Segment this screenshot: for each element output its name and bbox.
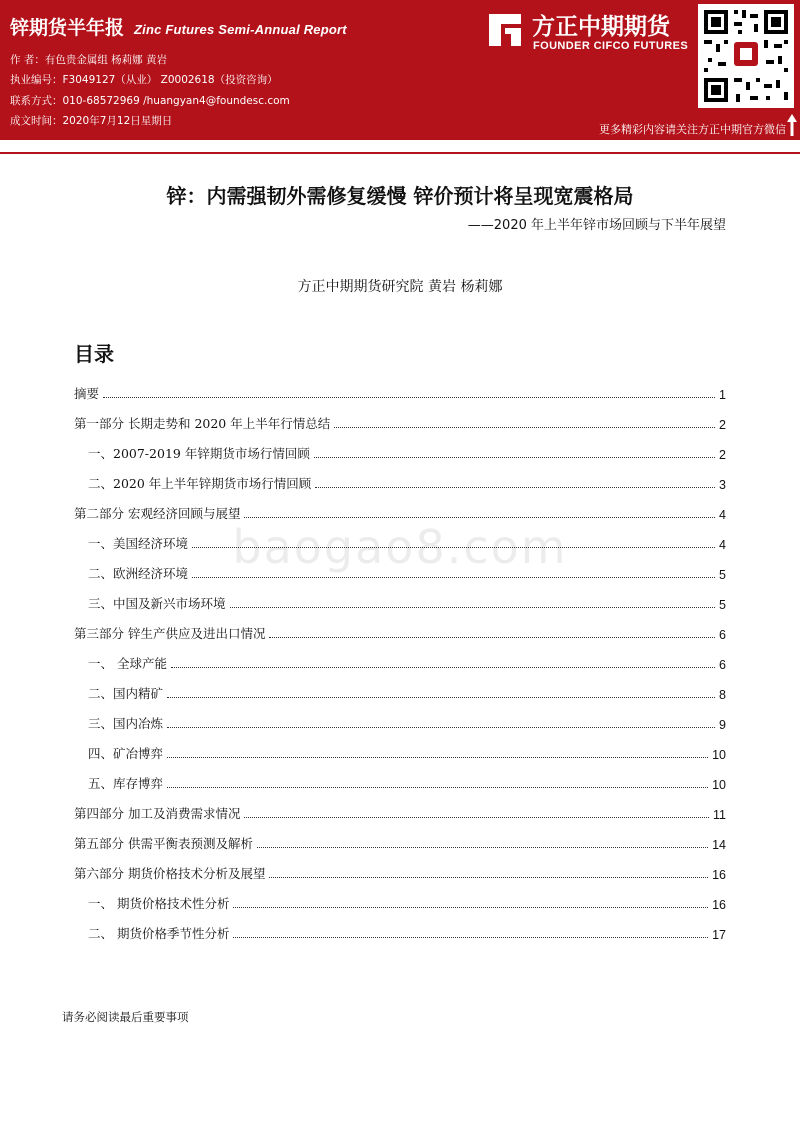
toc-entry-part6-1[interactable]: [74, 882, 726, 912]
toc-entry-page: 3: [719, 478, 726, 492]
toc-entry-page: 4: [719, 508, 726, 522]
toc-entry-page: 1: [719, 388, 726, 402]
toc-leader-dots: [257, 847, 708, 848]
toc-leader-dots: [192, 577, 715, 578]
toc-leader-dots: [230, 607, 716, 608]
toc-entry-label: 二、国内精矿: [88, 686, 164, 701]
toc-entry-part2-2[interactable]: [74, 552, 726, 582]
watermark: baogao8.com: [232, 520, 568, 574]
follow-wechat-text: 更多精彩内容请关注方正中期官方微信: [599, 123, 786, 136]
table-of-contents: [74, 372, 726, 942]
toc-entry-part6[interactable]: [74, 852, 726, 882]
toc-entry-label: 一、美国经济环境: [88, 536, 189, 551]
toc-entry-part2-3[interactable]: [74, 582, 726, 612]
toc-entry-page: 5: [719, 598, 726, 612]
date-line: 成文时间：2020年7月12日星期日: [10, 115, 173, 127]
page-subtitle: ——2020 年上半年锌市场回顾与下半年展望: [467, 218, 726, 233]
toc-entry-page: 9: [719, 718, 726, 732]
toc-entry-label: 第一部分 长期走势和 2020 年上半年行情总结: [74, 416, 331, 431]
toc-leader-dots: [167, 757, 708, 758]
toc-entry-page: 2: [719, 448, 726, 462]
toc-leader-dots: [244, 817, 709, 818]
brand-name-cn: 方正中期期货: [532, 14, 670, 40]
toc-entry-label: 二、 期货价格季节性分析: [88, 926, 230, 941]
report-header: [0, 0, 800, 140]
footer-note: 请务必阅读最后重要事项: [62, 1010, 189, 1024]
toc-entry-label: 第五部分 供需平衡表预测及解析: [74, 836, 253, 851]
toc-entry-page: 6: [719, 628, 726, 642]
toc-entry-part3-5[interactable]: [74, 762, 726, 792]
toc-entry-page: 10: [712, 778, 726, 792]
toc-entry-part6-2[interactable]: [74, 912, 726, 942]
toc-entry-label: 三、中国及新兴市场环境: [88, 596, 226, 611]
toc-leader-dots: [171, 667, 715, 668]
toc-entry-part3-4[interactable]: [74, 732, 726, 762]
toc-heading: 目录: [74, 342, 114, 366]
toc-entry-label: 摘要: [74, 386, 100, 401]
toc-entry-part2[interactable]: [74, 492, 726, 522]
toc-leader-dots: [233, 937, 708, 938]
toc-entry-part3-3[interactable]: [74, 702, 726, 732]
toc-entry-page: 2: [719, 418, 726, 432]
toc-entry-page: 16: [712, 898, 726, 912]
report-title-cn: 锌期货半年报: [10, 17, 125, 39]
toc-entry-label: 第六部分 期货价格技术分析及展望: [74, 866, 266, 881]
toc-entry-page: 8: [719, 688, 726, 702]
page-title: 锌：内需强韧外需修复缓慢 锌价预计将呈现宽震格局: [166, 184, 634, 208]
toc-entry-label: 五、库存博弈: [88, 776, 164, 791]
toc-entry-page: 5: [719, 568, 726, 582]
toc-entry-part3-2[interactable]: [74, 672, 726, 702]
toc-entry-label: 一、 期货价格技术性分析: [88, 896, 230, 911]
toc-leader-dots: [244, 517, 715, 518]
arrow-up-icon: [787, 114, 797, 136]
contact-line: 联系方式：010-68572969 /huangyan4@foundesc.com: [10, 95, 290, 107]
toc-entry-label: 二、欧洲经济环境: [88, 566, 189, 581]
toc-entry-label: 第二部分 宏观经济回顾与展望: [74, 506, 241, 521]
toc-entry-part1-1[interactable]: [74, 432, 726, 462]
toc-entry-part1[interactable]: [74, 402, 726, 432]
author-line: 作 者：有色贵金属组 杨莉娜 黄岩: [10, 54, 168, 66]
toc-entry-page: 4: [719, 538, 726, 552]
toc-entry-page: 16: [712, 868, 726, 882]
toc-entry-label: 一、2007-2019 年锌期货市场行情回顾: [88, 446, 310, 461]
toc-entry-label: 四、矿冶博弈: [88, 746, 164, 761]
toc-entry-label: 二、2020 年上半年锌期货市场行情回顾: [88, 476, 312, 491]
qr-code-icon[interactable]: [698, 4, 794, 108]
authors-line: 方正中期期货研究院 黄岩 杨莉娜: [297, 279, 503, 295]
toc-entry-part1-2[interactable]: [74, 462, 726, 492]
toc-entry-part3[interactable]: [74, 612, 726, 642]
toc-entry-summary[interactable]: [74, 372, 726, 402]
toc-entry-part3-1[interactable]: [74, 642, 726, 672]
toc-entry-label: 第四部分 加工及消费需求情况: [74, 806, 241, 821]
brand-name-en: FOUNDER CIFCO FUTURES: [533, 40, 689, 52]
toc-leader-dots: [334, 427, 715, 428]
toc-leader-dots: [167, 787, 708, 788]
toc-leader-dots: [233, 907, 708, 908]
toc-leader-dots: [315, 487, 715, 488]
toc-entry-label: 第三部分 锌生产供应及进出口情况: [74, 626, 266, 641]
toc-entry-part4[interactable]: [74, 792, 726, 822]
toc-leader-dots: [314, 457, 715, 458]
report-title-en: Zinc Futures Semi-Annual Report: [134, 22, 347, 37]
toc-leader-dots: [269, 637, 715, 638]
toc-leader-dots: [167, 727, 715, 728]
toc-entry-label: 三、国内冶炼: [88, 716, 164, 731]
toc-entry-page: 11: [713, 808, 726, 822]
toc-leader-dots: [167, 697, 715, 698]
toc-entry-page: 17: [712, 928, 726, 942]
toc-leader-dots: [269, 877, 708, 878]
toc-leader-dots: [192, 547, 715, 548]
header-divider: [0, 152, 800, 154]
toc-entry-page: 14: [712, 838, 726, 852]
toc-entry-page: 10: [712, 748, 726, 762]
toc-entry-part2-1[interactable]: [74, 522, 726, 552]
toc-entry-part5[interactable]: [74, 822, 726, 852]
toc-entry-page: 6: [719, 658, 726, 672]
founder-logo-icon: [487, 12, 523, 48]
report-type-title: [10, 13, 347, 40]
license-line: 执业编号：F3049127（从业） Z0002618（投资咨询）: [10, 74, 278, 86]
toc-leader-dots: [103, 397, 715, 398]
toc-entry-label: 一、 全球产能: [88, 656, 167, 671]
